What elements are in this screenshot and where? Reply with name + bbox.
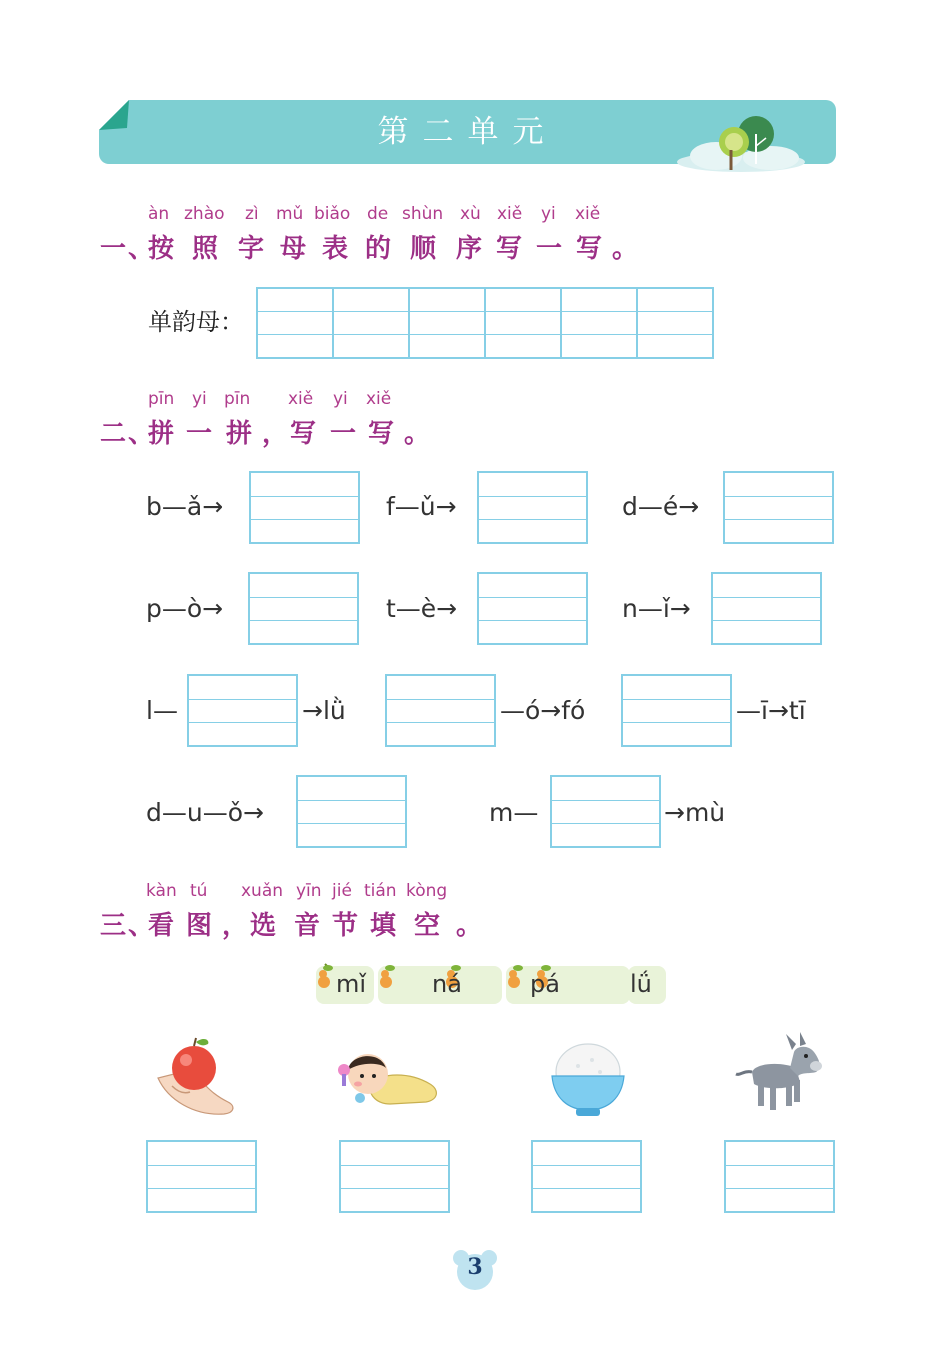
gourd-icon [376, 962, 398, 990]
answer-box[interactable] [550, 775, 661, 848]
expr-fu: f—ǔ→ [386, 492, 457, 521]
section2-heading: 二、 拼 一 拼 ， 写 一 写 。 [100, 419, 433, 449]
expr-po: p—ò→ [146, 594, 224, 623]
syllable-lv: lǘ [630, 970, 652, 998]
expr-fo-suffix: —ó→fó [500, 696, 586, 725]
donkey-icon [734, 1032, 824, 1116]
answer-box[interactable] [296, 775, 407, 848]
gourd-icon [314, 962, 336, 990]
expr-lv-suffix: →lǜ [302, 696, 346, 725]
section3-pinyin: kàn tú xuǎn yīn jié tián kòng [146, 881, 448, 901]
section1-heading: 一、 按 照 字 母 表 的 顺 序 写 一 写 。 [100, 234, 641, 264]
answer-box[interactable] [477, 572, 588, 645]
expr-m-prefix: m— [489, 798, 539, 827]
syllable-mi: mǐ [336, 970, 367, 998]
writing-cell[interactable] [484, 287, 562, 359]
section2-pinyin: pīn yi pīn xiě yi xiě [148, 389, 392, 409]
answer-box[interactable] [187, 674, 298, 747]
page-number: 3 [467, 1254, 483, 1280]
crawling-baby-icon [330, 1044, 446, 1110]
answer-box[interactable] [249, 471, 360, 544]
vowel-writing-grid [256, 287, 714, 359]
expr-ba: b—ǎ→ [146, 492, 224, 521]
unit-title: 第二单元 [377, 114, 558, 150]
answer-box[interactable] [477, 471, 588, 544]
writing-cell[interactable] [332, 287, 410, 359]
answer-box[interactable] [385, 674, 496, 747]
expr-te: t—è→ [386, 594, 458, 623]
writing-cell[interactable] [408, 287, 486, 359]
rice-bowl-icon [548, 1040, 628, 1120]
expr-ti-suffix: —ī→tī [736, 696, 806, 725]
answer-box[interactable] [724, 1140, 835, 1213]
trees-decoration-icon [676, 114, 806, 172]
syllable-pa: pá [530, 970, 560, 998]
single-vowel-label: 单韵母： [148, 308, 244, 336]
page-number-badge [451, 1248, 499, 1290]
apple-in-hand-icon [154, 1034, 238, 1118]
expr-ni: n—ǐ→ [622, 594, 691, 623]
writing-cell[interactable] [636, 287, 714, 359]
answer-box[interactable] [723, 471, 834, 544]
writing-cell[interactable] [560, 287, 638, 359]
answer-box[interactable] [711, 572, 822, 645]
section1-pinyin: àn zhào zì mǔ biǎo de shùn xù xiě yi xiě [148, 204, 601, 224]
gourd-icon [504, 962, 526, 990]
expr-de: d—é→ [622, 492, 700, 521]
answer-box[interactable] [248, 572, 359, 645]
answer-box[interactable] [621, 674, 732, 747]
expr-mu-suffix: →mù [664, 798, 726, 827]
expr-duo: d—u—ǒ→ [146, 798, 264, 827]
expr-l-prefix: l— [146, 696, 178, 725]
corner-fold-icon [99, 100, 129, 130]
syllable-na: ná [432, 970, 462, 998]
writing-cell[interactable] [256, 287, 334, 359]
section3-heading: 三、 看 图 ， 选 音 节 填 空 。 [100, 911, 485, 941]
answer-box[interactable] [531, 1140, 642, 1213]
answer-box[interactable] [339, 1140, 450, 1213]
answer-box[interactable] [146, 1140, 257, 1213]
